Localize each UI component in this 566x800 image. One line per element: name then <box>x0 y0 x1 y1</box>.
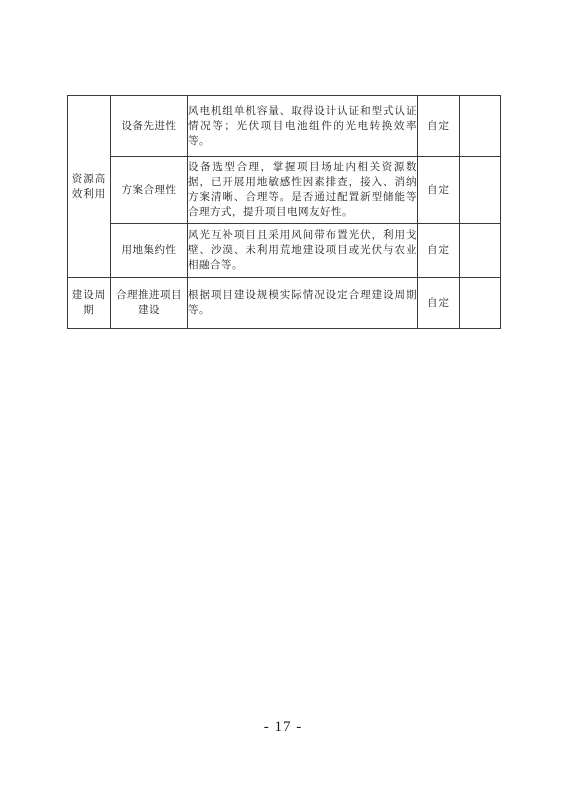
blank-cell <box>460 224 501 278</box>
item-cell: 合理推进项目建设 <box>111 278 188 329</box>
blank-cell <box>460 278 501 329</box>
table-row <box>68 96 501 157</box>
item-cell: 用地集约性 <box>111 224 188 278</box>
content-cell: 设备选型合理，掌握项目场址内相关资源数据，已开展用地敏感性因素排查，接入、消纳方案清晰、合理等。是否通过配置新型储能等合理方式，提升项目电网友好性。 <box>188 157 418 224</box>
evaluation-table <box>67 95 501 329</box>
mode-cell: 自定 <box>418 157 460 224</box>
blank-cell <box>460 157 501 224</box>
category-cell: 建设周期 <box>68 278 111 329</box>
mode-cell: 自定 <box>418 278 460 329</box>
table-row <box>68 224 501 278</box>
content-cell: 风电机组单机容量、取得设计认证和型式认证情况等；光伏项目电池组件的光电转换效率等。 <box>188 96 418 157</box>
mode-cell: 自定 <box>418 224 460 278</box>
item-cell: 方案合理性 <box>111 157 188 224</box>
item-cell: 设备先进性 <box>111 96 188 157</box>
content-cell: 风光互补项目且采用风间带布置光伏，利用戈壁、沙漠、未利用荒地建设项目或光伏与农业相融合等。 <box>188 224 418 278</box>
mode-cell: 自定 <box>418 96 460 157</box>
table-row <box>68 278 501 329</box>
content-cell: 根据项目建设规模实际情况设定合理建设周期等。 <box>188 278 418 329</box>
category-cell: 资源高效利用 <box>68 96 111 278</box>
table-row <box>68 157 501 224</box>
page-number: - 17 - <box>263 719 303 735</box>
blank-cell <box>460 96 501 157</box>
